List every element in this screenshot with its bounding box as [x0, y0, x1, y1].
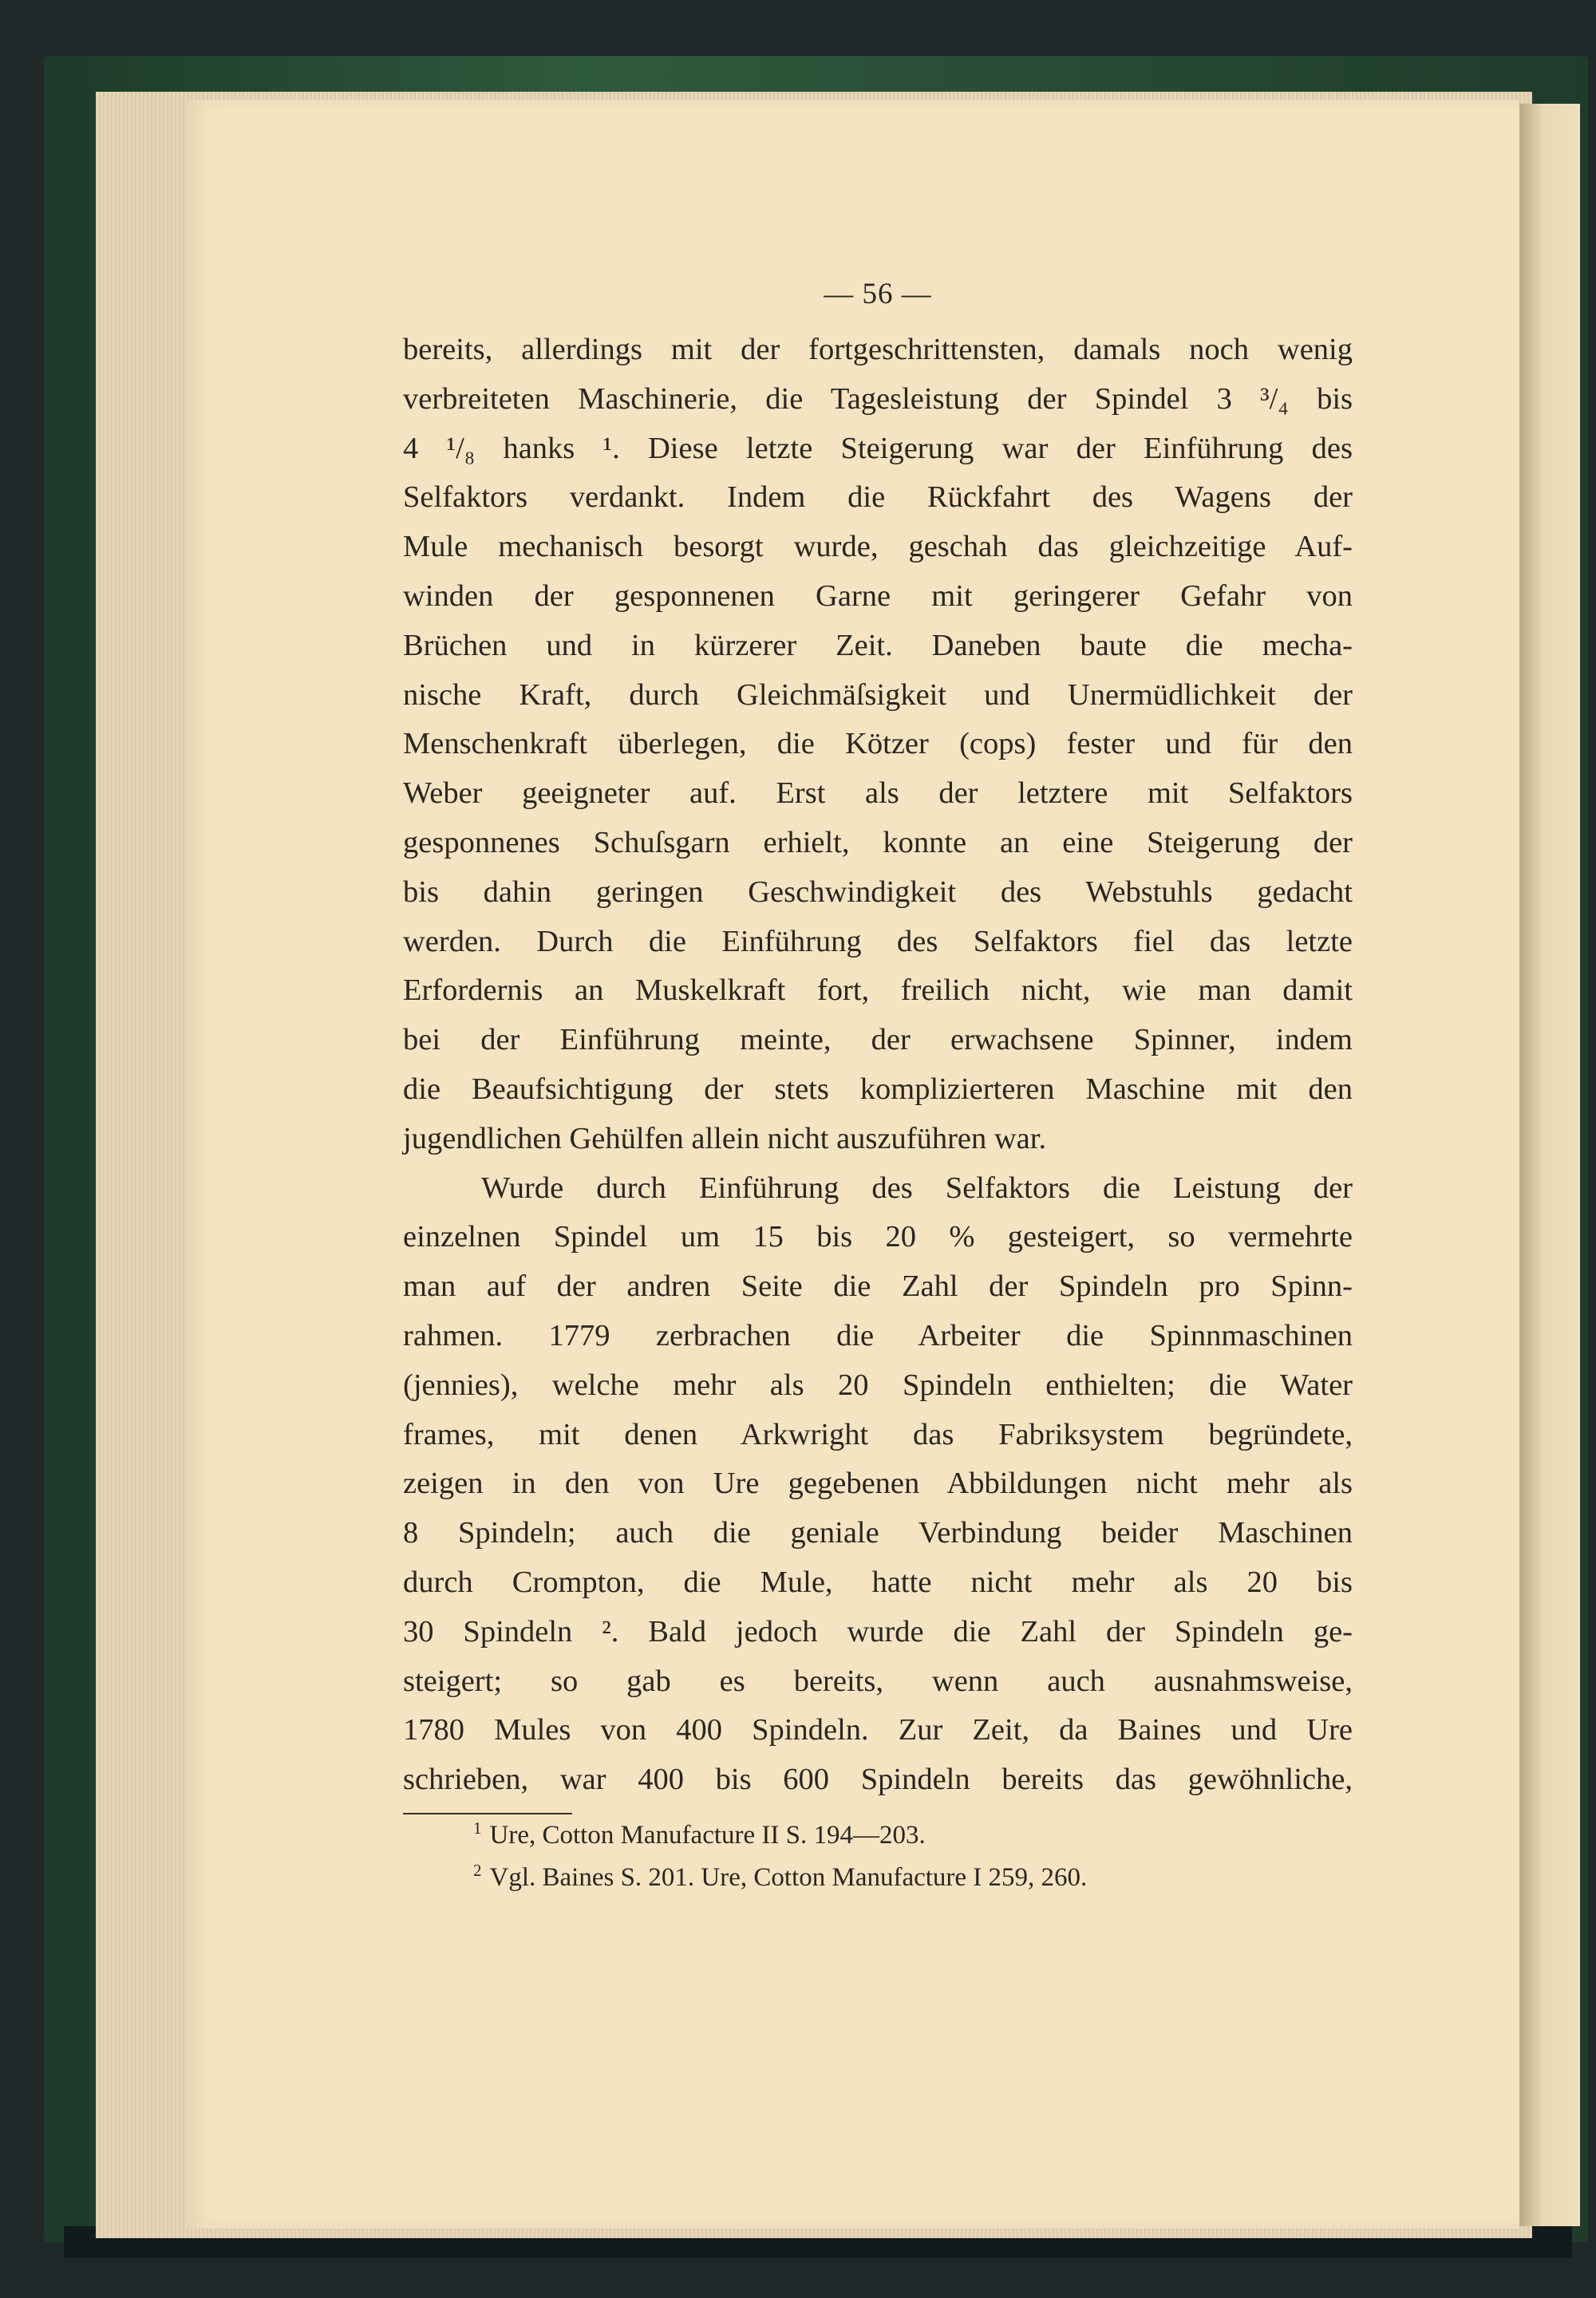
text-line: Mule mechanisch besorgt wurde, geschah das gleichzeitige Auf- [403, 530, 1353, 564]
text-line: die Beaufsichtigung der stets komplizierteren Maschine mit den [403, 1072, 1353, 1106]
text-line: verbreiteten Maschinerie, die Tagesleistung der Spindel 3 ³/₄ bis [403, 381, 1353, 416]
text-line: bei der Einführung meinte, der erwachsene Spinner, indem [403, 1023, 1353, 1057]
text-line: Selfaktors verdankt. Indem die Rückfahrt des Wagens der [403, 480, 1353, 515]
text-line: durch Crompton, die Mule, hatte nicht mehr als 20 bis [403, 1565, 1353, 1599]
footnote [403, 1814, 1353, 1857]
footnote-text: Vgl. Baines S. 201. Ure, Cotton Manufacture I 259, 260. [489, 1862, 1088, 1892]
text-line: frames, mit denen Arkwright das Fabriksystem begründete, [403, 1417, 1353, 1451]
text-block [403, 263, 1353, 1899]
text-line: Brüchen und in kürzerer Zeit. Daneben baute die mecha- [403, 628, 1353, 662]
text-line: schrieben, war 400 bis 600 Spindeln bereits das gewöhnliche, [403, 1763, 1353, 1797]
text-line: Erfordernis an Muskelkraft fort, freilich nicht, wie man damit [403, 973, 1353, 1008]
text-line: (jennies), welche mehr als 20 Spindeln enthielten; die Water [403, 1368, 1353, 1402]
text-line: 4 ¹/₈ hanks ¹. Diese letzte Steigerung war der Einführung des [403, 431, 1353, 465]
text-line: nische Kraft, durch Gleichmäſsigkeit und Unermüdlichkeit der [403, 677, 1353, 712]
text-line: winden der gesponnenen Garne mit geringerer Gefahr von [403, 578, 1353, 613]
text-line: Menschenkraft überlegen, die Kötzer (cops) fester und für den [403, 727, 1353, 761]
footnote-mark: 1 [473, 1818, 482, 1838]
text-line: bis dahin geringen Geschwindigkeit des Webstuhls gedacht [403, 875, 1353, 909]
text-line: 1780 Mules von 400 Spindeln. Zur Zeit, da Baines und Ure [403, 1713, 1353, 1747]
footnote-text: Ure, Cotton Manufacture II S. 194—203. [489, 1820, 926, 1850]
text-line: werden. Durch die Einführung des Selfaktors fiel das letzte [403, 924, 1353, 958]
footnote [403, 1857, 1353, 1899]
text-line: gesponnenes Schuſsgarn erhielt, konnte an eine Steigerung der [403, 825, 1353, 859]
text-line: bereits, allerdings mit der fortgeschrittensten, damals noch wenig [403, 333, 1353, 366]
facing-page-edge [1519, 104, 1580, 2226]
text-line: Weber geeigneter auf. Erst als der letztere mit Selfaktors [403, 776, 1353, 811]
text-line: man auf der andren Seite die Zahl der Spindeln pro Spinn- [403, 1269, 1353, 1304]
page-number: — 56 — [824, 278, 932, 310]
text-line: 30 Spindeln ². Bald jedoch wurde die Zahl der Spindeln ge- [403, 1614, 1353, 1648]
text-line: zeigen in den von Ure gegebenen Abbildungen nicht mehr als [403, 1467, 1353, 1501]
text-line: steigert; so gab es bereits, wenn auch ausnahmsweise, [403, 1664, 1353, 1698]
footnote-mark: 2 [473, 1860, 482, 1880]
text-line: rahmen. 1779 zerbrachen die Arbeiter die Spinnmaschinen [403, 1318, 1353, 1352]
text-line: jugendlichen Gehülfen allein nicht auszuführen war. [403, 1121, 1047, 1155]
text-line: einzelnen Spindel um 15 bis 20 % gesteigert, so vermehrte [403, 1220, 1353, 1254]
text-line: 8 Spindeln; auch die geniale Verbindung beider Maschinen [403, 1516, 1353, 1550]
text-line: Wurde durch Einführung des Selfaktors die Leistung der [481, 1171, 1353, 1205]
